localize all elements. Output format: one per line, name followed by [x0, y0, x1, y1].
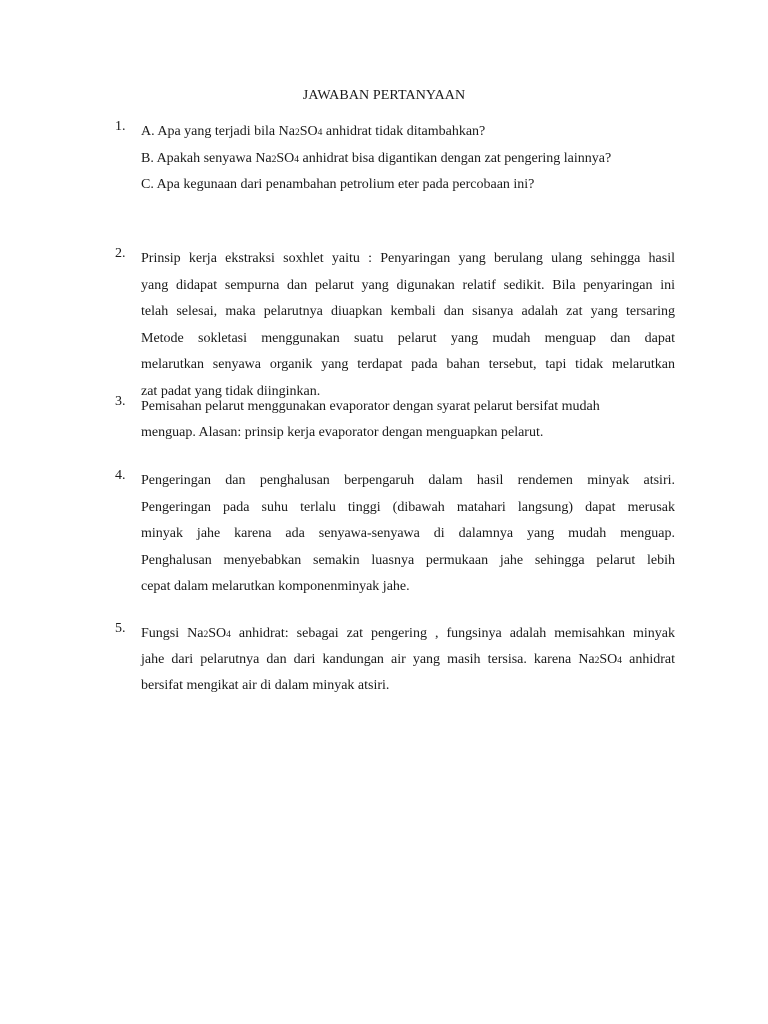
answer-item-5	[115, 621, 675, 699]
text: jahe dari pelarutnya dan dari kandungan air yang masih tersisa. karena	[141, 652, 579, 667]
text: anhidrat	[622, 652, 675, 667]
chemical-formula: Na2SO4	[578, 652, 623, 667]
chemical-formula: Na2SO4	[187, 626, 231, 641]
item-body	[141, 394, 675, 446]
paragraph-line: zat padat yang tidak diinginkan.	[141, 383, 321, 399]
text: A. Apa yang terjadi bila	[141, 124, 279, 139]
paragraph-line	[141, 647, 675, 673]
answer-item-2	[115, 246, 675, 406]
paragraph-line: Metode sokletasi menggunakan suatu pelarut yang mudah menguap dan dapat	[141, 330, 675, 346]
paragraph-line: minyak jahe karena ada senyawa-senyawa di dalamnya yang mudah menguap.	[141, 526, 675, 541]
paragraph-line: bersifat mengikat air di dalam minyak atsiri.	[141, 678, 390, 693]
item-body	[141, 246, 675, 406]
text: B. Apakah senyawa	[141, 150, 256, 166]
item-number: 5.	[115, 621, 126, 636]
text: anhidrat: sebagai zat pengering , fungsinya adalah memisahkan minyak	[230, 626, 675, 641]
paragraph-line: cepat dalam melarutkan komponenminyak jahe.	[141, 579, 410, 594]
paragraph-line: Penghalusan menyebabkan semakin luasnya permukaan jahe sehingga pelarut lebih	[141, 552, 675, 568]
paragraph-line: melarutkan senyawa organik yang terdapat pada bahan tersebut, tapi tidak melarutkan	[141, 357, 675, 373]
item-number: 2.	[115, 246, 126, 261]
paragraph-line: telah selesai, maka pelarutnya diuapkan kembali dan sisanya adalah zat yang tersaring	[141, 304, 675, 320]
paragraph-line: Pengeringan pada suhu terlalu tinggi (dibawah matahari langsung) dapat merusak	[141, 499, 675, 515]
chemical-formula: Na2SO4	[278, 124, 323, 139]
question-c: C. Apa kegunaan dari penambahan petrolium eter pada percobaan ini?	[141, 177, 535, 192]
paragraph-line	[141, 621, 675, 647]
answer-item-3	[115, 394, 675, 446]
chemical-formula: Na2SO4	[255, 150, 300, 166]
item-body	[141, 119, 675, 199]
answer-item-4	[115, 468, 675, 601]
text: anhidrat tidak ditambahkan?	[322, 124, 486, 139]
paragraph-line: yang didapat sempurna dan pelarut yang digunakan relatif sedikit. Bila penyaringan ini	[141, 277, 675, 293]
question-a	[141, 119, 675, 146]
page-title: JAWABAN PERTANYAAN	[302, 88, 466, 103]
answer-item-1	[115, 119, 675, 199]
paragraph-line: Pengeringan dan penghalusan berpengaruh dalam hasil rendemen minyak atsiri.	[141, 473, 675, 488]
item-body	[141, 621, 675, 699]
text: Fungsi	[141, 626, 188, 641]
item-number: 3.	[115, 394, 126, 409]
item-number: 4.	[115, 468, 126, 483]
paragraph-line: menguap. Alasan: prinsip kerja evaporator dengan menguapkan pelarut.	[141, 425, 544, 440]
paragraph-line: Pemisahan pelarut menggunakan evaporator dengan syarat pelarut bersifat mudah	[141, 399, 600, 414]
question-b	[141, 146, 675, 173]
paragraph-line: Prinsip kerja ekstraksi soxhlet yaitu : Penyaringan yang berulang ulang sehingga hasil	[141, 251, 675, 266]
item-number: 1.	[115, 119, 126, 134]
text: anhidrat bisa digantikan dengan zat pengering lainnya?	[299, 150, 612, 166]
item-body	[141, 468, 675, 601]
